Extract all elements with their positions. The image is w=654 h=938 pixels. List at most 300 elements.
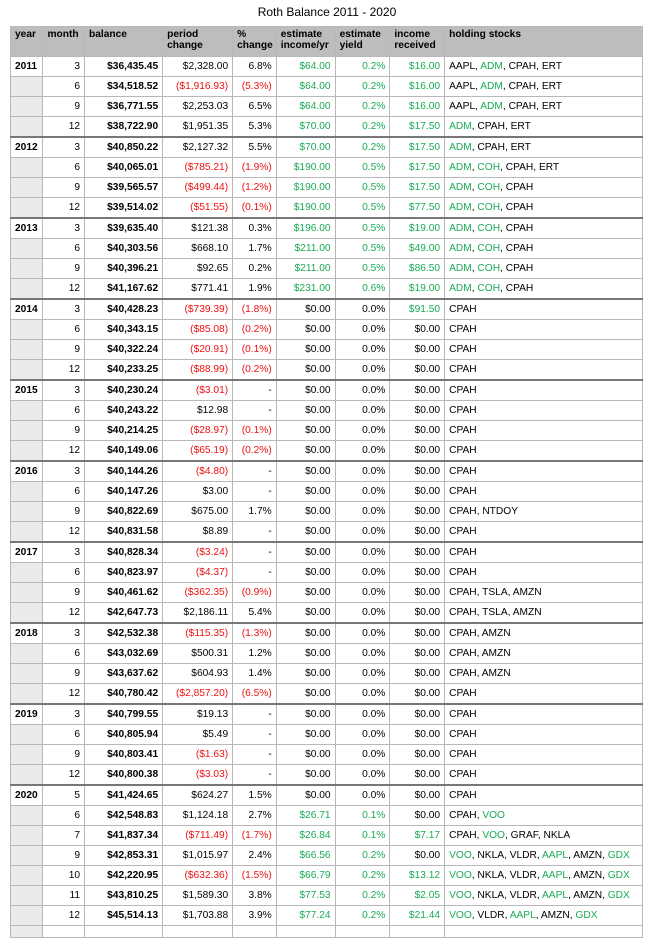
estimate-income-cell: $64.00 [276, 97, 335, 117]
stock-ticker: CPAH [477, 120, 505, 132]
stock-ticker: CPAH [505, 242, 534, 254]
estimate-yield-cell: 0.0% [335, 401, 390, 421]
year-cell [11, 886, 43, 906]
year-cell [11, 583, 43, 603]
stock-ticker: CPAH [449, 627, 477, 639]
stock-ticker: AAPL [449, 100, 476, 112]
period-change-cell: $624.27 [163, 785, 233, 806]
balance-cell: $45,514.13 [85, 906, 163, 926]
stock-ticker: CPAH [449, 404, 477, 416]
income-received-cell: $77.50 [390, 198, 445, 219]
income-received-cell: $16.00 [390, 97, 445, 117]
period-change-cell: $675.00 [163, 502, 233, 522]
holding-stocks-cell [445, 441, 643, 462]
period-change-cell: $668.10 [163, 239, 233, 259]
estimate-income-cell: $0.00 [276, 340, 335, 360]
estimate-income-cell: $196.00 [276, 218, 335, 239]
estimate-income-cell: $0.00 [276, 360, 335, 381]
estimate-yield-cell: 0.5% [335, 259, 390, 279]
period-change-cell: ($499.44) [163, 178, 233, 198]
pct-change-cell: (0.2%) [233, 320, 277, 340]
table-body [11, 57, 643, 938]
income-received-cell: $0.00 [390, 421, 445, 441]
balance-cell: $40,428.23 [85, 299, 163, 320]
holding-stocks-cell [445, 684, 643, 705]
period-change-cell: ($28.97) [163, 421, 233, 441]
empty-cell [335, 926, 390, 938]
table-row [11, 178, 643, 198]
balance-cell: $40,803.41 [85, 745, 163, 765]
estimate-income-cell: $64.00 [276, 77, 335, 97]
pct-change-cell: (0.1%) [233, 198, 277, 219]
estimate-yield-cell: 0.2% [335, 97, 390, 117]
balance-cell: $40,233.25 [85, 360, 163, 381]
estimate-income-cell: $211.00 [276, 239, 335, 259]
empty-cell [85, 926, 163, 938]
estimate-income-cell: $0.00 [276, 725, 335, 745]
year-cell: 2015 [11, 380, 43, 401]
estimate-income-cell: $190.00 [276, 178, 335, 198]
stock-ticker: VLDR [509, 849, 537, 861]
stock-ticker: ERT [510, 141, 531, 153]
estimate-yield-cell: 0.0% [335, 380, 390, 401]
table-row [11, 785, 643, 806]
holding-stocks-cell [445, 785, 643, 806]
holding-stocks-cell: ADM, COH, CPAH [445, 239, 643, 259]
month-cell: 12 [43, 198, 85, 219]
year-cell: 2018 [11, 623, 43, 644]
table-row [11, 77, 643, 97]
stock-ticker: AMZN [573, 889, 603, 901]
month-cell: 6 [43, 482, 85, 502]
table-row [11, 401, 643, 421]
income-received-cell: $0.00 [390, 340, 445, 360]
stock-ticker: AMZN [512, 606, 542, 618]
holding-stocks-cell [445, 563, 643, 583]
period-change-cell: $604.93 [163, 664, 233, 684]
period-change-cell: $19.13 [163, 704, 233, 725]
year-cell [11, 522, 43, 543]
table-row [11, 97, 643, 117]
month-cell: 3 [43, 461, 85, 482]
pct-change-cell: (0.2%) [233, 360, 277, 381]
stock-ticker: ADM [449, 262, 472, 274]
pct-change-cell: - [233, 401, 277, 421]
year-cell [11, 725, 43, 745]
stock-ticker: CPAH [477, 141, 505, 153]
year-cell [11, 502, 43, 522]
income-received-cell: $19.00 [390, 279, 445, 300]
stock-ticker: GRAF [510, 829, 538, 841]
holding-stocks-cell: CPAH, VOO [445, 806, 643, 826]
holding-stocks-cell [445, 461, 643, 482]
pct-change-cell: (1.8%) [233, 299, 277, 320]
stock-ticker: NKLA [477, 849, 505, 861]
year-cell [11, 360, 43, 381]
estimate-yield-cell: 0.1% [335, 826, 390, 846]
income-received-cell: $0.00 [390, 745, 445, 765]
estimate-income-cell: $190.00 [276, 158, 335, 178]
holding-stocks-cell [445, 380, 643, 401]
period-change-cell: ($739.39) [163, 299, 233, 320]
stock-ticker: CPAH [505, 201, 534, 213]
pct-change-cell: - [233, 461, 277, 482]
period-change-cell: ($785.21) [163, 158, 233, 178]
holding-stocks-cell [445, 522, 643, 543]
income-received-cell: $0.00 [390, 583, 445, 603]
col-header-balance: balance [85, 27, 163, 57]
month-cell: 6 [43, 77, 85, 97]
income-received-cell: $0.00 [390, 806, 445, 826]
period-change-cell: ($20.91) [163, 340, 233, 360]
balance-cell: $43,810.25 [85, 886, 163, 906]
table-row [11, 664, 643, 684]
stock-ticker: ADM [449, 120, 472, 132]
income-received-cell: $2.05 [390, 886, 445, 906]
balance-cell: $40,243.22 [85, 401, 163, 421]
estimate-income-cell: $0.00 [276, 421, 335, 441]
stock-ticker: CPAH [505, 161, 534, 173]
estimate-income-cell: $64.00 [276, 57, 335, 77]
year-cell [11, 664, 43, 684]
stock-ticker: CPAH [449, 728, 477, 740]
table-row [11, 542, 643, 563]
year-cell [11, 97, 43, 117]
year-cell [11, 279, 43, 300]
estimate-income-cell: $0.00 [276, 644, 335, 664]
period-change-cell: ($632.36) [163, 866, 233, 886]
stock-ticker: CPAH [449, 647, 477, 659]
income-received-cell: $0.00 [390, 522, 445, 543]
income-received-cell: $0.00 [390, 846, 445, 866]
table-row [11, 765, 643, 786]
stock-ticker: CPAH [508, 60, 537, 72]
stock-ticker: AMZN [481, 627, 511, 639]
stock-ticker: TSLA [482, 586, 508, 598]
stock-ticker: AAPL [449, 80, 476, 92]
period-change-cell: $8.89 [163, 522, 233, 543]
income-received-cell: $0.00 [390, 542, 445, 563]
table-row [11, 704, 643, 725]
stock-ticker: GDX [575, 909, 598, 921]
estimate-yield-cell: 0.0% [335, 603, 390, 624]
pct-change-cell: (1.3%) [233, 623, 277, 644]
table-row [11, 826, 643, 846]
holding-stocks-cell: ADM, CPAH, ERT [445, 137, 643, 158]
year-cell [11, 441, 43, 462]
pct-change-cell: - [233, 765, 277, 786]
year-cell [11, 826, 43, 846]
pct-change-cell: (1.2%) [233, 178, 277, 198]
stock-ticker: AAPL [542, 849, 569, 861]
month-cell: 12 [43, 117, 85, 138]
stock-ticker: VOO [482, 809, 505, 821]
stock-ticker: ADM [480, 60, 503, 72]
pct-change-cell: 1.2% [233, 644, 277, 664]
year-cell: 2020 [11, 785, 43, 806]
income-received-cell: $0.00 [390, 441, 445, 462]
pct-change-cell: 5.5% [233, 137, 277, 158]
holding-stocks-cell [445, 542, 643, 563]
estimate-income-cell: $0.00 [276, 785, 335, 806]
estimate-yield-cell: 0.2% [335, 866, 390, 886]
balance-cell: $40,461.62 [85, 583, 163, 603]
stock-ticker: NKLA [543, 829, 571, 841]
month-cell: 9 [43, 178, 85, 198]
estimate-yield-cell: 0.0% [335, 725, 390, 745]
estimate-yield-cell: 0.0% [335, 664, 390, 684]
income-received-cell: $0.00 [390, 785, 445, 806]
stock-ticker: COH [477, 161, 501, 173]
year-cell [11, 765, 43, 786]
table-row [11, 846, 643, 866]
balance-cell: $38,722.90 [85, 117, 163, 138]
table-row [11, 158, 643, 178]
estimate-income-cell: $0.00 [276, 664, 335, 684]
table-row [11, 380, 643, 401]
estimate-yield-cell: 0.5% [335, 218, 390, 239]
estimate-yield-cell: 0.0% [335, 745, 390, 765]
period-change-cell: $5.49 [163, 725, 233, 745]
month-cell: 6 [43, 644, 85, 664]
income-received-cell: $17.50 [390, 158, 445, 178]
estimate-yield-cell: 0.0% [335, 563, 390, 583]
table-row [11, 644, 643, 664]
period-change-cell: ($3.24) [163, 542, 233, 563]
stock-ticker: COH [477, 222, 501, 234]
income-received-cell: $13.12 [390, 866, 445, 886]
year-cell [11, 198, 43, 219]
year-cell [11, 644, 43, 664]
estimate-yield-cell: 0.0% [335, 299, 390, 320]
stock-ticker: VLDR [477, 909, 505, 921]
balance-cell: $42,853.31 [85, 846, 163, 866]
stock-ticker: VOO [449, 909, 472, 921]
stock-ticker: VOO [482, 829, 505, 841]
month-cell: 9 [43, 421, 85, 441]
table-row [11, 725, 643, 745]
month-cell: 3 [43, 704, 85, 725]
estimate-income-cell: $70.00 [276, 137, 335, 158]
period-change-cell: ($4.80) [163, 461, 233, 482]
period-change-cell: ($2,857.20) [163, 684, 233, 705]
table-row [11, 866, 643, 886]
estimate-yield-cell: 0.0% [335, 421, 390, 441]
estimate-income-cell: $0.00 [276, 522, 335, 543]
estimate-yield-cell: 0.0% [335, 684, 390, 705]
pct-change-cell: (5.3%) [233, 77, 277, 97]
month-cell: 3 [43, 623, 85, 644]
table-row [11, 583, 643, 603]
income-received-cell: $17.50 [390, 117, 445, 138]
holding-stocks-cell: ADM, COH, CPAH, ERT [445, 158, 643, 178]
holding-stocks-cell [445, 401, 643, 421]
pct-change-cell: 5.3% [233, 117, 277, 138]
estimate-income-cell: $0.00 [276, 482, 335, 502]
balance-cell: $40,850.22 [85, 137, 163, 158]
month-cell: 3 [43, 299, 85, 320]
month-cell: 9 [43, 340, 85, 360]
estimate-income-cell: $0.00 [276, 765, 335, 786]
holding-stocks-cell [445, 340, 643, 360]
income-received-cell: $91.50 [390, 299, 445, 320]
pct-change-cell: (0.9%) [233, 583, 277, 603]
stock-ticker: VOO [449, 849, 472, 861]
month-cell: 6 [43, 320, 85, 340]
holding-stocks-cell: ADM, CPAH, ERT [445, 117, 643, 138]
stock-ticker: VOO [449, 869, 472, 881]
holding-stocks-cell: ADM, COH, CPAH [445, 178, 643, 198]
estimate-income-cell: $0.00 [276, 441, 335, 462]
month-cell: 9 [43, 664, 85, 684]
month-cell: 12 [43, 279, 85, 300]
period-change-cell: $2,127.32 [163, 137, 233, 158]
stock-ticker: VOO [449, 889, 472, 901]
estimate-income-cell: $26.71 [276, 806, 335, 826]
estimate-yield-cell: 0.0% [335, 704, 390, 725]
year-cell [11, 340, 43, 360]
stock-ticker: CPAH [449, 424, 477, 436]
stock-ticker: CPAH [449, 363, 477, 375]
balance-cell: $40,800.38 [85, 765, 163, 786]
balance-cell: $42,532.38 [85, 623, 163, 644]
stock-ticker: ERT [538, 161, 560, 173]
holding-stocks-cell [445, 360, 643, 381]
stock-ticker: AMZN [540, 909, 570, 921]
table-row [11, 461, 643, 482]
estimate-yield-cell: 0.0% [335, 542, 390, 563]
estimate-yield-cell: 0.5% [335, 239, 390, 259]
stock-ticker: AAPL [542, 869, 569, 881]
estimate-income-cell: $0.00 [276, 320, 335, 340]
month-cell: 3 [43, 57, 85, 77]
stock-ticker: CPAH [449, 829, 477, 841]
balance-cell: $40,144.26 [85, 461, 163, 482]
table-row [11, 137, 643, 158]
period-change-cell: $1,951.35 [163, 117, 233, 138]
income-received-cell: $0.00 [390, 664, 445, 684]
pct-change-cell: (6.5%) [233, 684, 277, 705]
balance-cell: $40,065.01 [85, 158, 163, 178]
year-cell [11, 158, 43, 178]
stock-ticker: CPAH [449, 465, 477, 477]
estimate-yield-cell: 0.5% [335, 158, 390, 178]
period-change-cell: ($65.19) [163, 441, 233, 462]
stock-ticker: GDX [607, 849, 630, 861]
holding-stocks-cell [445, 704, 643, 725]
income-received-cell: $0.00 [390, 603, 445, 624]
empty-cell [233, 926, 277, 938]
stock-ticker: COH [477, 201, 501, 213]
table-row [11, 906, 643, 926]
table-row [11, 279, 643, 300]
stock-ticker: AMZN [512, 586, 542, 598]
income-received-cell: $0.00 [390, 401, 445, 421]
balance-cell: $40,149.06 [85, 441, 163, 462]
period-change-cell: ($3.03) [163, 765, 233, 786]
pct-change-cell: 6.5% [233, 97, 277, 117]
stock-ticker: CPAH [449, 444, 477, 456]
header-row [11, 27, 643, 57]
estimate-yield-cell: 0.2% [335, 117, 390, 138]
stock-ticker: ADM [449, 282, 472, 294]
estimate-yield-cell: 0.0% [335, 320, 390, 340]
table-row [11, 218, 643, 239]
period-change-cell: $2,328.00 [163, 57, 233, 77]
period-change-cell: ($1.63) [163, 745, 233, 765]
year-cell: 2012 [11, 137, 43, 158]
pct-change-cell: - [233, 563, 277, 583]
stock-ticker: ADM [449, 141, 472, 153]
period-change-cell: $500.31 [163, 644, 233, 664]
year-cell [11, 421, 43, 441]
stock-ticker: GDX [607, 869, 630, 881]
balance-cell: $40,780.42 [85, 684, 163, 705]
pct-change-cell: (1.9%) [233, 158, 277, 178]
estimate-income-cell: $0.00 [276, 563, 335, 583]
pct-change-cell: 3.9% [233, 906, 277, 926]
stock-ticker: CPAH [449, 708, 477, 720]
year-cell [11, 320, 43, 340]
estimate-income-cell: $66.79 [276, 866, 335, 886]
year-cell [11, 77, 43, 97]
estimate-yield-cell: 0.2% [335, 57, 390, 77]
balance-cell: $41,837.34 [85, 826, 163, 846]
pct-change-cell: - [233, 522, 277, 543]
year-cell [11, 866, 43, 886]
holding-stocks-cell: AAPL, ADM, CPAH, ERT [445, 77, 643, 97]
holding-stocks-cell [445, 320, 643, 340]
balance-cell: $43,032.69 [85, 644, 163, 664]
month-cell: 12 [43, 360, 85, 381]
pct-change-cell: (0.1%) [233, 421, 277, 441]
holding-stocks-cell: CPAH, NTDOY [445, 502, 643, 522]
month-cell: 12 [43, 603, 85, 624]
table-row [11, 482, 643, 502]
month-cell: 10 [43, 866, 85, 886]
month-cell: 12 [43, 441, 85, 462]
balance-cell: $40,823.97 [85, 563, 163, 583]
estimate-yield-cell: 0.0% [335, 623, 390, 644]
col-header-month: month [43, 27, 85, 57]
year-cell [11, 401, 43, 421]
estimate-income-cell: $0.00 [276, 299, 335, 320]
stock-ticker: CPAH [449, 323, 477, 335]
month-cell: 5 [43, 785, 85, 806]
balance-cell: $36,771.55 [85, 97, 163, 117]
holding-stocks-cell: ADM, COH, CPAH [445, 279, 643, 300]
estimate-income-cell: $0.00 [276, 461, 335, 482]
pct-change-cell: (0.2%) [233, 441, 277, 462]
balance-cell: $40,822.69 [85, 502, 163, 522]
estimate-income-cell: $0.00 [276, 583, 335, 603]
holding-stocks-cell [445, 299, 643, 320]
income-received-cell: $0.00 [390, 623, 445, 644]
stock-ticker: CPAH [449, 303, 477, 315]
year-cell [11, 906, 43, 926]
month-cell: 12 [43, 684, 85, 705]
balance-cell: $40,799.55 [85, 704, 163, 725]
income-received-cell: $17.50 [390, 137, 445, 158]
estimate-income-cell: $0.00 [276, 745, 335, 765]
table-row [11, 360, 643, 381]
period-change-cell: $121.38 [163, 218, 233, 239]
holding-stocks-cell [445, 725, 643, 745]
pct-change-cell: - [233, 542, 277, 563]
income-received-cell: $0.00 [390, 725, 445, 745]
estimate-income-cell: $70.00 [276, 117, 335, 138]
estimate-yield-cell: 0.0% [335, 522, 390, 543]
